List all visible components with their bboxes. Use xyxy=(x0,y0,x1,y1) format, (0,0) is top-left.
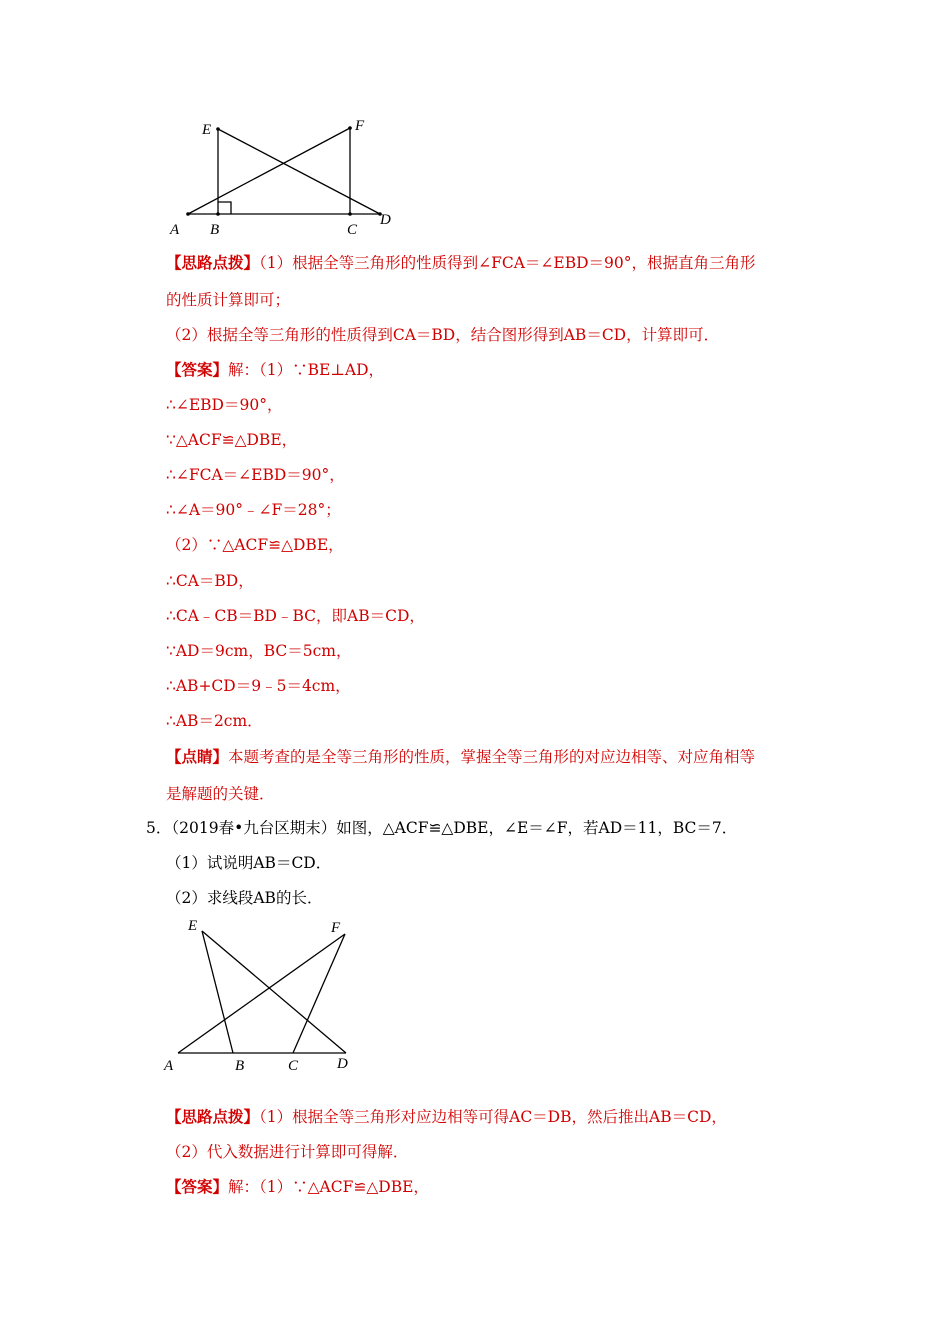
answer2-line xyxy=(166,1177,429,1197)
hint2-line-1 xyxy=(166,1107,727,1127)
hint-line-2: （2）根据全等三角形的性质得到CA＝BD，结合图形得到AB＝CD，计算即可． xyxy=(166,326,720,344)
label-E: E xyxy=(202,122,212,138)
label-B: B xyxy=(235,1058,245,1074)
step-10: ∴AB＝2cm． xyxy=(166,712,263,730)
answer-tag: 【答案】 xyxy=(166,360,229,379)
label-E: E xyxy=(188,918,198,934)
hint-tag: 【思路点拨】 xyxy=(166,1107,260,1126)
step-2: ∵△ACF≌△DBE， xyxy=(166,431,298,449)
hint-line-1b: 的性质计算即可； xyxy=(166,291,291,309)
hint-text-1a: （1）根据全等三角形的性质得到∠FCA＝∠EBD＝90°，根据直角三角形 xyxy=(259,254,756,272)
comment-line-1 xyxy=(166,747,755,767)
step-1: ∴∠EBD＝90°， xyxy=(166,396,283,414)
segment-AF xyxy=(178,934,345,1053)
answer2-intro: 解：（1）∵△ACF≌△DBE， xyxy=(228,1178,429,1196)
question-part-2: （2）求线段AB的长． xyxy=(166,889,323,907)
label-D: D xyxy=(337,1056,348,1072)
hint-tag: 【思路点拨】 xyxy=(166,253,260,272)
answer-intro: 解：（1）∵BE⊥AD， xyxy=(228,361,385,379)
segment-AF xyxy=(188,128,350,214)
step-9: ∴AB+CD＝9﹣5＝4cm， xyxy=(166,677,351,695)
comment-line-2: 是解题的关键． xyxy=(166,785,275,803)
question-5-stem xyxy=(146,818,737,838)
hint2-text-1: （1）根据全等三角形对应边相等可得AC＝DB，然后推出AB＝CD， xyxy=(259,1108,727,1126)
label-C: C xyxy=(347,222,358,238)
label-C: C xyxy=(288,1058,299,1074)
figure-2-diagram xyxy=(160,912,360,1077)
comment-text-a: 本题考查的是全等三角形的性质，掌握全等三角形的对应边相等、对应角相等 xyxy=(228,748,756,766)
step-5: （2）∵△ACF≌△DBE， xyxy=(166,536,344,554)
hint-line-1 xyxy=(166,253,756,273)
question-number: 5． xyxy=(146,819,172,837)
segment-ED xyxy=(218,129,380,214)
step-3: ∴∠FCA＝∠EBD＝90°， xyxy=(166,466,345,484)
question-stem-text: （2019春•九台区期末）如图，△ACF≌△DBE，∠E＝∠F，若AD＝11，BC＝7． xyxy=(171,819,738,837)
label-F: F xyxy=(331,920,341,936)
step-8: ∵AD＝9cm，BC＝5cm， xyxy=(166,642,352,660)
hint2-line-2: （2）代入数据进行计算即可得解． xyxy=(166,1143,409,1161)
label-D: D xyxy=(380,212,391,228)
figure-1-diagram xyxy=(160,110,400,240)
answer-line xyxy=(166,360,384,380)
step-4: ∴∠A＝90°﹣∠F＝28°； xyxy=(166,501,341,519)
label-B: B xyxy=(210,222,220,238)
label-A: A xyxy=(170,222,180,238)
step-6: ∴CA＝BD， xyxy=(166,572,254,590)
step-7: ∴CA﹣CB＝BD﹣BC，即AB＝CD， xyxy=(166,607,425,625)
label-F: F xyxy=(355,118,365,134)
comment-tag: 【点睛】 xyxy=(166,747,229,766)
segment-EB xyxy=(202,931,233,1053)
right-angle-mark xyxy=(218,202,231,214)
answer-tag: 【答案】 xyxy=(166,1177,229,1196)
label-A: A xyxy=(164,1058,174,1074)
question-part-1: （1）试说明AB＝CD． xyxy=(166,854,332,872)
